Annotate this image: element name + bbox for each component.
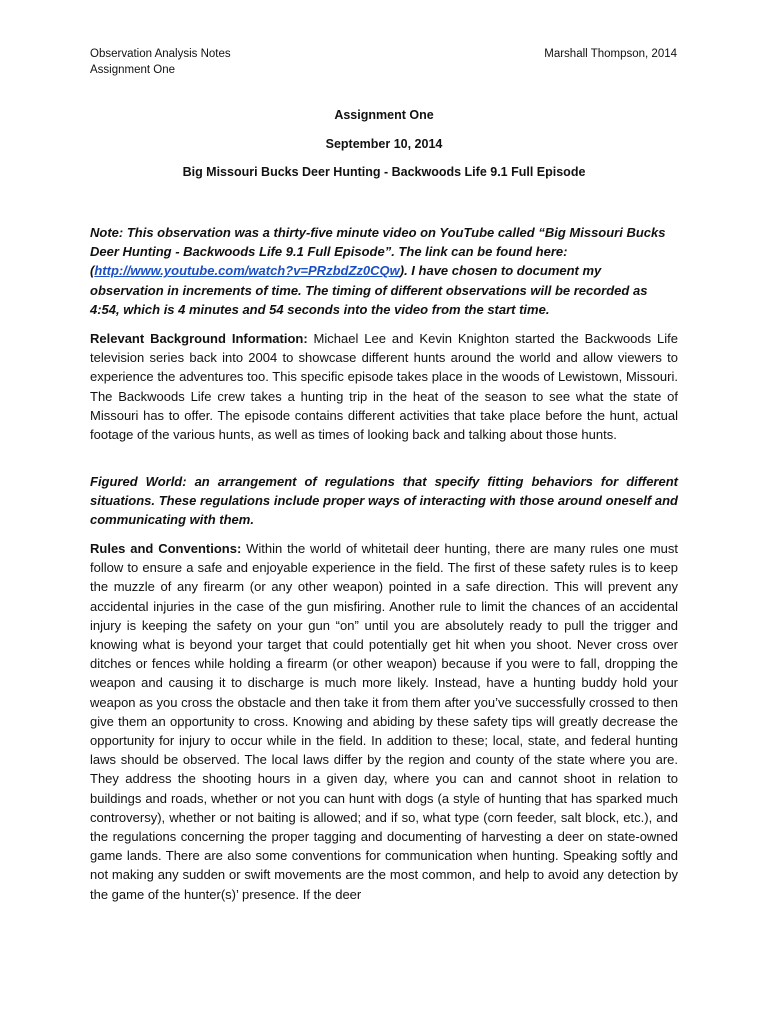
rules-heading: Rules and Conventions:: [90, 541, 242, 556]
rules-text: Within the world of whitetail deer hunting, there are many rules one must follow to ensure a safe and enjoyable experience in the field. The first of these safety rules is to keep the muzzle of any firearm (or any other weapon) pointed in a safe direction. This will prevent any accidental injuries in the case of the gun misfiring. Another rule to limit the chances of an accidental injury is keeping the safety on your gun “on” until you are absolutely ready to pull the trigger and knowing what is beyond your target that could potentially get hit when you shoot. Never cross over ditches or fences while holding a firearm (or other weapon) because if you were to fall, dropping the weapon and causing it to discharge is much more likely. Instead, have a hunting buddy hold your weapon as you cross the obstacle and then take it from them after you’ve successfully crossed to then give them an opportunity to cross. Knowing and abiding by these safety tips will greatly decrease the opportunity for injury to occur while in the field. In addition to these; local, state, and federal hunting laws should be observed. The local laws differ by the region and county of the state where you are. They address the shooting hours in a given day, where you can and cannot shoot in relation to buildings and roads, whether or not you can hunt with dogs (a style of hunting that has sparked much controversy), whether or not baiting is allowed; and if so, what type (corn feeder, salt block, etc.), and the regulations concerning the proper tagging and documenting of harvesting a deer on state-owned game lands. There are also some conventions for communication when hunting. Speaking softly and not making any sudden or swift movements are the most common, and help to avoid any detection by the game of the hunter(s)’ presence. If the deer: [90, 541, 678, 902]
figured-world-paragraph: [90, 472, 678, 530]
background-text: Michael Lee and Kevin Knighton started the Backwoods Life television series back into 2004 to showcase different hunts around the world and allow viewers to experience the adventures too. This specific episode takes place in the woods of Lewistown, Missouri. The Backwoods Life crew takes a hunting trip in the heat of the season to see what the state of Missouri has to offer. The episode contains different activities that take place before the hunt, actual footage of the various hunts, as well as times of looking back and talking about those hunts.: [90, 331, 679, 443]
note-paragraph: [90, 223, 678, 319]
header-left: [90, 46, 231, 78]
figured-world-text: Figured World: an arrangement of regulations that specify fitting behaviors for different situations. These regulations include proper ways of interacting with those around oneself and communicating with them.: [90, 474, 678, 528]
youtube-link[interactable]: http://www.youtube.com/watch?v=PRzbdZz0CQw: [94, 263, 400, 279]
title-date: September 10, 2014: [325, 137, 443, 151]
background-paragraph: [90, 329, 678, 444]
header-assignment: Assignment One: [90, 64, 176, 76]
title-assignment: Assignment One: [334, 108, 434, 122]
header-author: Marshall Thompson, 2014: [544, 48, 677, 60]
rules-paragraph: [90, 539, 678, 904]
note-text-after: ). I have chosen to document my observation in increments of time. The timing of different observations will be recorded as 4:54, which is 4 minutes and 54 seconds into the video from the start time.: [90, 263, 648, 317]
note-text-before: Note: This observation was a thirty-five minute video on YouTube called “Big Missouri Bucks Deer Hunting - Backwoods Life 9.1 Full Episode”. The link can be found here: (: [90, 225, 666, 279]
title-episode: Big Missouri Bucks Deer Hunting - Backwoods Life 9.1 Full Episode: [182, 165, 586, 179]
header-course: Observation Analysis Notes: [90, 48, 231, 60]
background-heading: Relevant Background Information:: [90, 331, 308, 346]
